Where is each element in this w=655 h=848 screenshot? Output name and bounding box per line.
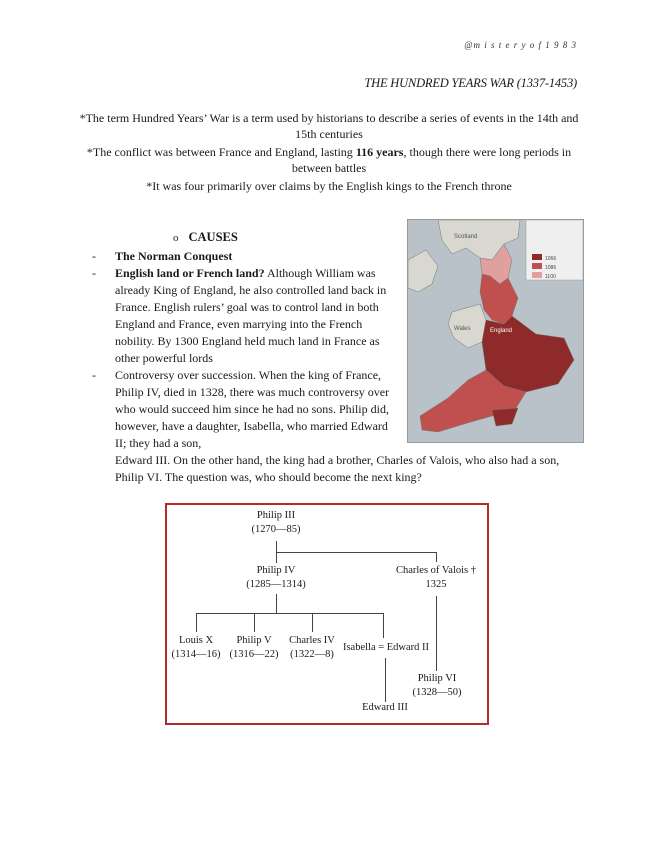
family-tree [165,503,489,725]
causes-heading [173,230,238,245]
map-label: Wales [454,326,471,332]
tree-line [196,613,384,614]
tree-line [385,658,386,702]
node-philip-v [225,634,283,662]
node-dates: (1285—1314) [246,579,306,590]
cause-bold: The Norman Conquest [115,249,233,263]
legend-swatch [532,272,542,278]
map-image [408,220,583,442]
node-dates: (1270—85) [251,524,301,535]
map-england [407,219,584,443]
node-dates: (1316—22) [229,649,279,660]
node-isabella-edward-ii [341,641,431,655]
legend-swatch [532,263,542,269]
cause-body: Although William was already King of England, he also controlled land back in France. English rulers’ goal was to control land in both England and France, even marrying into the French nobility. By 1300 England held much land in France as other powerful lords [115,266,387,365]
node-philip-iii [226,509,326,537]
node-dates: (1322—8) [290,649,334,660]
node-dates: 1325 [425,579,447,590]
node-name: Philip III [256,510,296,521]
dash-icon: - [92,368,96,382]
intro-line-2-pre: *The conflict was between France and England, lasting [86,145,356,159]
tree-line [196,613,197,632]
node-name: Charles IV [289,635,335,646]
tree-line [383,613,384,638]
legend-label: 1066 [545,256,557,262]
node-name: Charles of Valois † [395,565,476,576]
dash-icon: - [92,266,96,280]
node-name: Philip IV [256,565,296,576]
node-name: Isabella = Edward II [342,642,430,653]
map-label: England [490,328,513,334]
intro-line-2-bold: 116 years [355,145,404,159]
node-name: Philip V [236,635,272,646]
node-edward-iii [353,701,417,715]
tree-line [436,596,437,671]
node-dates: (1328—50) [412,687,462,698]
tree-line [312,613,313,632]
intro-line-2 [70,144,588,176]
map-legend [526,220,583,280]
node-name: Edward III [362,702,408,713]
page-title: THE HUNDRED YEARS WAR (1337-1453) [364,76,577,90]
intro-line-2-post: , though there were long periods in between battles [291,145,572,175]
tree-line [276,552,277,563]
node-philip-vi [401,672,473,700]
watermark: @m i s t e r y o f 1 9 8 3 [464,40,577,50]
tree-line [276,594,277,613]
map-label: Scotland [454,234,478,240]
cause-land-text [115,265,400,367]
intro-line-3: *It was four primarily over claims by the English kings to the French throne [146,179,512,193]
legend-swatch [532,254,542,260]
tree-line [276,541,277,552]
intro-line-1: *The term Hundred Years’ War is a term used by historians to describe a series of events in the 14th and 15th centuries [79,111,579,141]
tree-line [436,552,437,562]
cause-bold: English land or French land? [115,266,265,280]
tree-line [254,613,255,632]
legend-label: 1100 [545,274,556,280]
node-name: Louis X [178,635,214,646]
tree-line [276,552,437,553]
cause-body-b: Edward III. On the other hand, the king had a brother, Charles of Valois, who also had a son, Philip VI. The question was, who should become the next king? [115,453,560,484]
bullet-icon: o [173,232,179,244]
node-dates: (1314—16) [171,649,221,660]
node-charles-of-valois [381,564,491,592]
node-philip-iv [221,564,331,592]
intro-block [70,110,588,196]
dash-icon: - [92,249,96,263]
node-charles-iv [283,634,341,662]
node-name: Philip VI [417,673,457,684]
cause-body-a: Controversy over succession. When the king of France, Philip IV, died in 1328, there was much controversy over who would succeed him since he had no sons. Philip did, however, have a daughter, Isabella, who married Edward II; they had a son, [115,368,390,450]
legend-label: 1086 [545,265,557,271]
node-louis-x [167,634,225,662]
causes-heading-text: CAUSES [188,230,238,244]
